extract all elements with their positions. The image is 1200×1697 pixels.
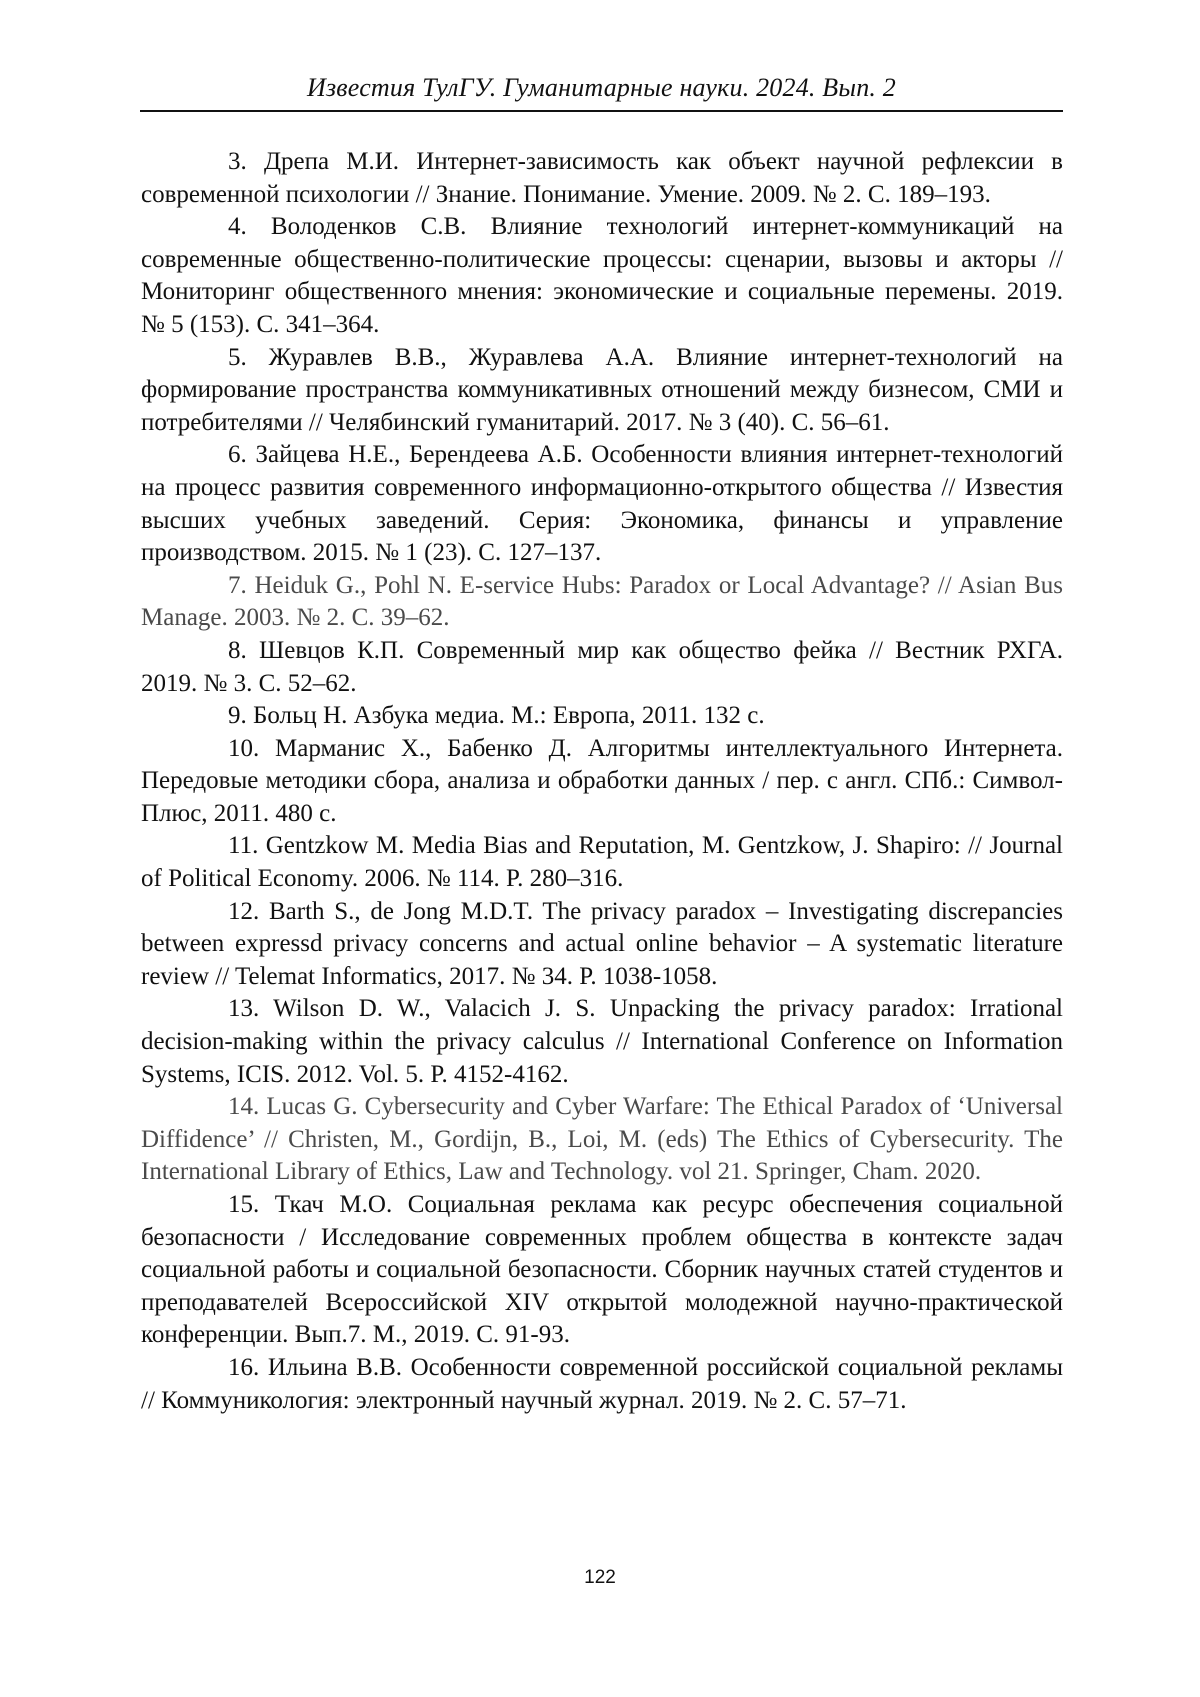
reference-item-7: 7. Heiduk G., Pohl N. E-service Hubs: Paradox or Local Advantage? // Asian Bus Manage. 2003. № 2. С. 39–62. [141, 571, 1063, 632]
reference-item-8: 8. Шевцов К.П. Современный мир как общество фейка // Вестник РХГА. 2019. № 3. С. 52–62. [141, 636, 1063, 697]
reference-item-16: 16. Ильина В.В. Особенности современной российской социальной рекламы // Коммуникология: электронный научный журнал. 2019. № 2. С. 57–71. [141, 1353, 1063, 1414]
reference-list [141, 146, 1063, 1417]
reference-item-14: 14. Lucas G. Cybersecurity and Cyber Warfare: The Ethical Paradox of ‘Universal Diffidence’ // Christen, M., Gordijn, B., Loi, M. (eds) The Ethics of Cybersecurity. The International Library of Ethics, Law and Technology. vol 21. Springer, Cham. 2020. [141, 1093, 1063, 1186]
reference-item-12: 12. Barth S., de Jong M.D.T. The privacy paradox – Investigating discrepancies between expressd privacy concerns and actual online behavior – A systematic literature review // Telemat Informatics, 2017. № 34. P. 1038-1058. [141, 897, 1063, 990]
reference-item-13: 13. Wilson D. W., Valacich J. S. Unpacking the privacy paradox: Irrational decision-making within the privacy calculus // International Conference on Information Systems, ICIS. 2012. Vol. 5. P. 4152-4162. [141, 995, 1063, 1088]
reference-item-10: 10. Марманис Х., Бабенко Д. Алгоритмы интеллектуального Интернета. Передовые методики сбора, анализа и обработки данных / пер. с англ. СПб.: Символ-Плюс, 2011. 480 с. [141, 734, 1063, 827]
reference-item-5: 5. Журавлев В.В., Журавлева А.А. Влияние интернет-технологий на формирование пространства коммуникативных отношений между бизнесом, СМИ и потребителями // Челябинский гуманитарий. 2017. № 3 (40). С. 56–61. [141, 343, 1063, 436]
reference-item-4: 4. Володенков С.В. Влияние технологий интернет-коммуникаций на современные общественно-политические процессы: сценарии, вызовы и акторы // Мониторинг общественного мнения: экономические и социальные перемены. 2019. № 5 (153). С. 341–364. [141, 213, 1063, 338]
journal-title: Известия ТулГУ. Гуманитарные науки. 2024. Вып. 2 [306, 73, 896, 102]
reference-item-15: 15. Ткач М.О. Социальная реклама как ресурс обеспечения социальной безопасности / Исследование современных проблем общества в контексте задач социальной работы и социальной безопасности. Сборник научных статей студентов и преподавателей Всероссийской XIV открытой молодежной научно-практической конференции. Вып.7. М., 2019. С. 91-93. [141, 1191, 1063, 1349]
reference-item-6: 6. Зайцева Н.Е., Берендеева А.Б. Особенности влияния интернет-технологий на процесс развития современного информационно-открытого общества // Известия высших учебных заведений. Серия: Экономика, финансы и управление производством. 2015. № 1 (23). С. 127–137. [141, 441, 1063, 567]
reference-item-11: 11. Gentzkow M. Media Bias and Reputation, M. Gentzkow, J. Shapiro: // Journal of Political Economy. 2006. № 114. P. 280–316. [141, 832, 1063, 893]
reference-item-9: 9. Больц Н. Азбука медиа. М.: Европа, 2011. 132 с. [228, 702, 765, 730]
reference-item-3: 3. Дрепа М.И. Интернет-зависимость как объект научной рефлексии в современной психологии // Знание. Понимание. Умение. 2009. № 2. С. 189–193. [141, 148, 1063, 208]
running-header [140, 70, 1063, 112]
page-number: 122 [584, 1567, 616, 1588]
